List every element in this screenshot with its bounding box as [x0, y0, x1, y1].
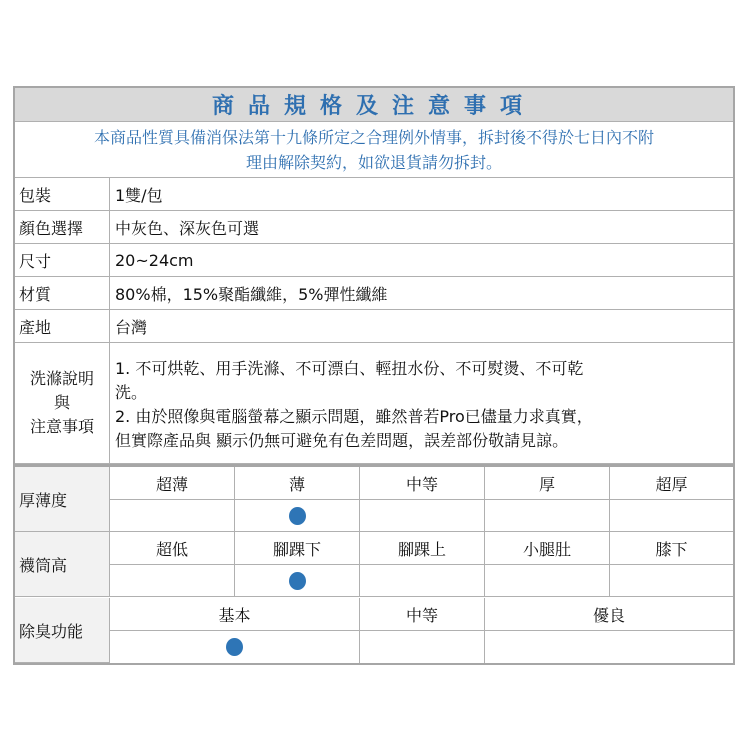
notice-line: 理由解除契約，如欲退貨請勿拆封。	[245, 153, 502, 172]
spec-value: 20~24cm	[110, 244, 733, 277]
care-line: 2. 由於照像與電腦螢幕之顯示問題，雖然普若Pro已儘量力求真實，	[115, 407, 593, 426]
rating-indicator-cell	[610, 500, 733, 532]
rating-option: 膝下	[610, 532, 733, 565]
rating-indicator-cell	[360, 631, 485, 663]
rating-indicator-cell	[610, 565, 733, 597]
return-policy-notice	[15, 122, 733, 178]
care-line: 1. 不可烘乾、用手洗滌、不可漂白、輕扭水份、不可熨燙、不可乾	[115, 359, 584, 378]
rating-option: 薄	[235, 467, 360, 500]
spec-value: 中灰色、深灰色可選	[110, 211, 733, 244]
spec-label: 包裝	[15, 178, 110, 211]
selected-dot-icon	[289, 572, 306, 590]
rating-indicator-cell	[110, 565, 235, 597]
rating-indicator-cell	[110, 631, 360, 663]
rating-indicator-cell	[485, 631, 733, 663]
selected-dot-icon	[289, 507, 306, 525]
care-label-line: 洗滌說明	[29, 369, 94, 388]
spec-value: 台灣	[110, 310, 733, 343]
care-line: 但實際產品與 顯示仍無可避免有色差問題，誤差部份敬請見諒。	[115, 431, 569, 450]
rating-option: 腳踝上	[360, 532, 485, 565]
rating-indicator-cell	[360, 500, 485, 532]
care-label-line: 與	[53, 393, 70, 412]
rating-option: 小腿肚	[485, 532, 610, 565]
rating-label: 襪筒高	[15, 532, 110, 597]
rating-indicator-cell	[360, 565, 485, 597]
rating-option: 超薄	[110, 467, 235, 500]
spec-value: 1雙/包	[110, 178, 733, 211]
care-instructions	[110, 343, 733, 464]
spec-value: 80%棉，15%聚酯纖維，5%彈性纖維	[110, 277, 733, 310]
page-title: 商品規格及注意事項	[15, 88, 733, 122]
rating-option: 超厚	[610, 467, 733, 500]
care-label	[15, 343, 110, 464]
rating-option: 超低	[110, 532, 235, 565]
notice-line: 本商品性質具備消保法第十九條所定之合理例外情事，拆封後不得於七日內不附	[93, 128, 654, 147]
spec-label: 尺寸	[15, 244, 110, 277]
rating-option: 中等	[360, 598, 485, 631]
rating-indicator-cell	[235, 500, 360, 532]
rating-label: 厚薄度	[15, 467, 110, 532]
rating-indicator-cell	[110, 500, 235, 532]
rating-indicator-cell	[485, 565, 610, 597]
rating-option: 中等	[360, 467, 485, 500]
rating-indicator-cell	[235, 565, 360, 597]
selected-dot-icon	[226, 638, 243, 656]
care-label-line: 注意事項	[29, 417, 94, 436]
rating-option: 基本	[110, 598, 360, 631]
rating-label: 除臭功能	[15, 598, 110, 663]
rating-option: 優良	[485, 598, 733, 631]
rating-option: 腳踝下	[235, 532, 360, 565]
spec-label: 材質	[15, 277, 110, 310]
care-line: 洗。	[115, 383, 148, 402]
rating-indicator-cell	[485, 500, 610, 532]
rating-option: 厚	[485, 467, 610, 500]
spec-label: 產地	[15, 310, 110, 343]
spec-label: 顏色選擇	[15, 211, 110, 244]
